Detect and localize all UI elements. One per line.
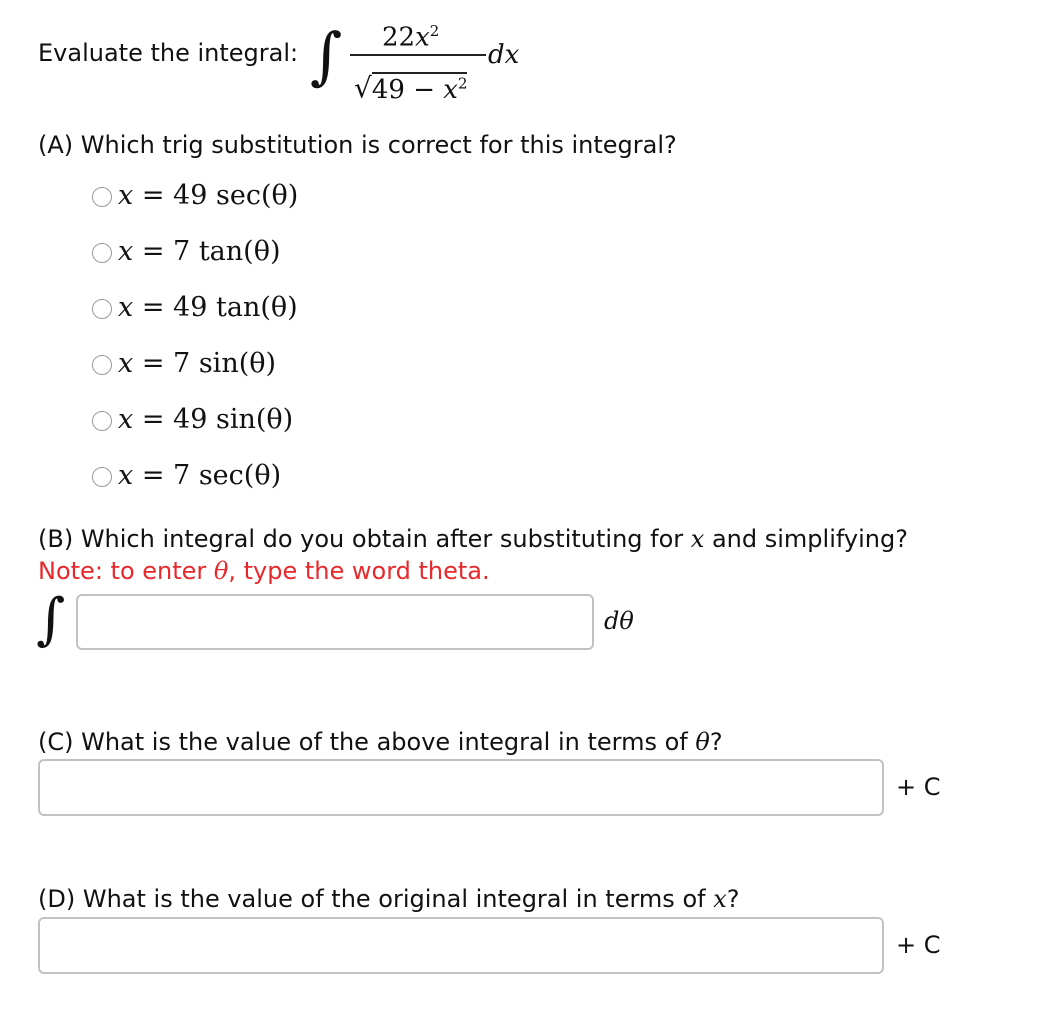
- option-7-sin[interactable]: x = 7 sin(θ): [92, 346, 492, 382]
- part-b-note: Note: to enter θ, type the word theta.: [38, 557, 490, 585]
- part-c-plus-c: + C: [896, 773, 941, 801]
- integral-sign: ∫: [310, 19, 343, 92]
- radio-option-3[interactable]: [92, 299, 112, 319]
- part-d-answer-input[interactable]: [38, 917, 884, 974]
- part-a-options: [92, 178, 492, 508]
- part-a-question: (A) Which trig substitution is correct for this integral?: [38, 131, 677, 159]
- differential-dx: dx: [488, 40, 520, 70]
- part-d-question: (D) What is the value of the original integral in terms of x?: [38, 885, 740, 913]
- prompt-label: Evaluate the integral:: [38, 39, 299, 67]
- option-49-tan[interactable]: x = 49 tan(θ): [92, 290, 492, 326]
- radio-option-6[interactable]: [92, 467, 112, 487]
- radio-option-4[interactable]: [92, 355, 112, 375]
- part-b-answer-input[interactable]: [76, 594, 594, 650]
- option-7-tan[interactable]: x = 7 tan(θ): [92, 234, 492, 270]
- part-b-question: (B) Which integral do you obtain after substituting for x and simplifying?: [38, 525, 908, 553]
- part-d-plus-c: + C: [896, 931, 941, 959]
- option-7-sec[interactable]: x = 7 sec(θ): [92, 458, 492, 494]
- option-49-sec[interactable]: x = 49 sec(θ): [92, 178, 492, 214]
- part-b-integral-sign: ∫: [36, 587, 66, 652]
- denominator: $√49 - x^2$: [354, 71, 468, 105]
- option-49-sin[interactable]: x = 49 sin(θ): [92, 402, 492, 438]
- fraction-bar: [350, 54, 486, 56]
- radio-option-1[interactable]: [92, 187, 112, 207]
- part-b-differential: dθ: [604, 607, 634, 635]
- radio-option-2[interactable]: [92, 243, 112, 263]
- numerator: $22x^2$: [382, 22, 440, 53]
- prompt-integral: [306, 10, 536, 110]
- radio-option-5[interactable]: [92, 411, 112, 431]
- part-c-question: (C) What is the value of the above integral in terms of θ?: [38, 728, 723, 756]
- part-c-answer-input[interactable]: [38, 759, 884, 816]
